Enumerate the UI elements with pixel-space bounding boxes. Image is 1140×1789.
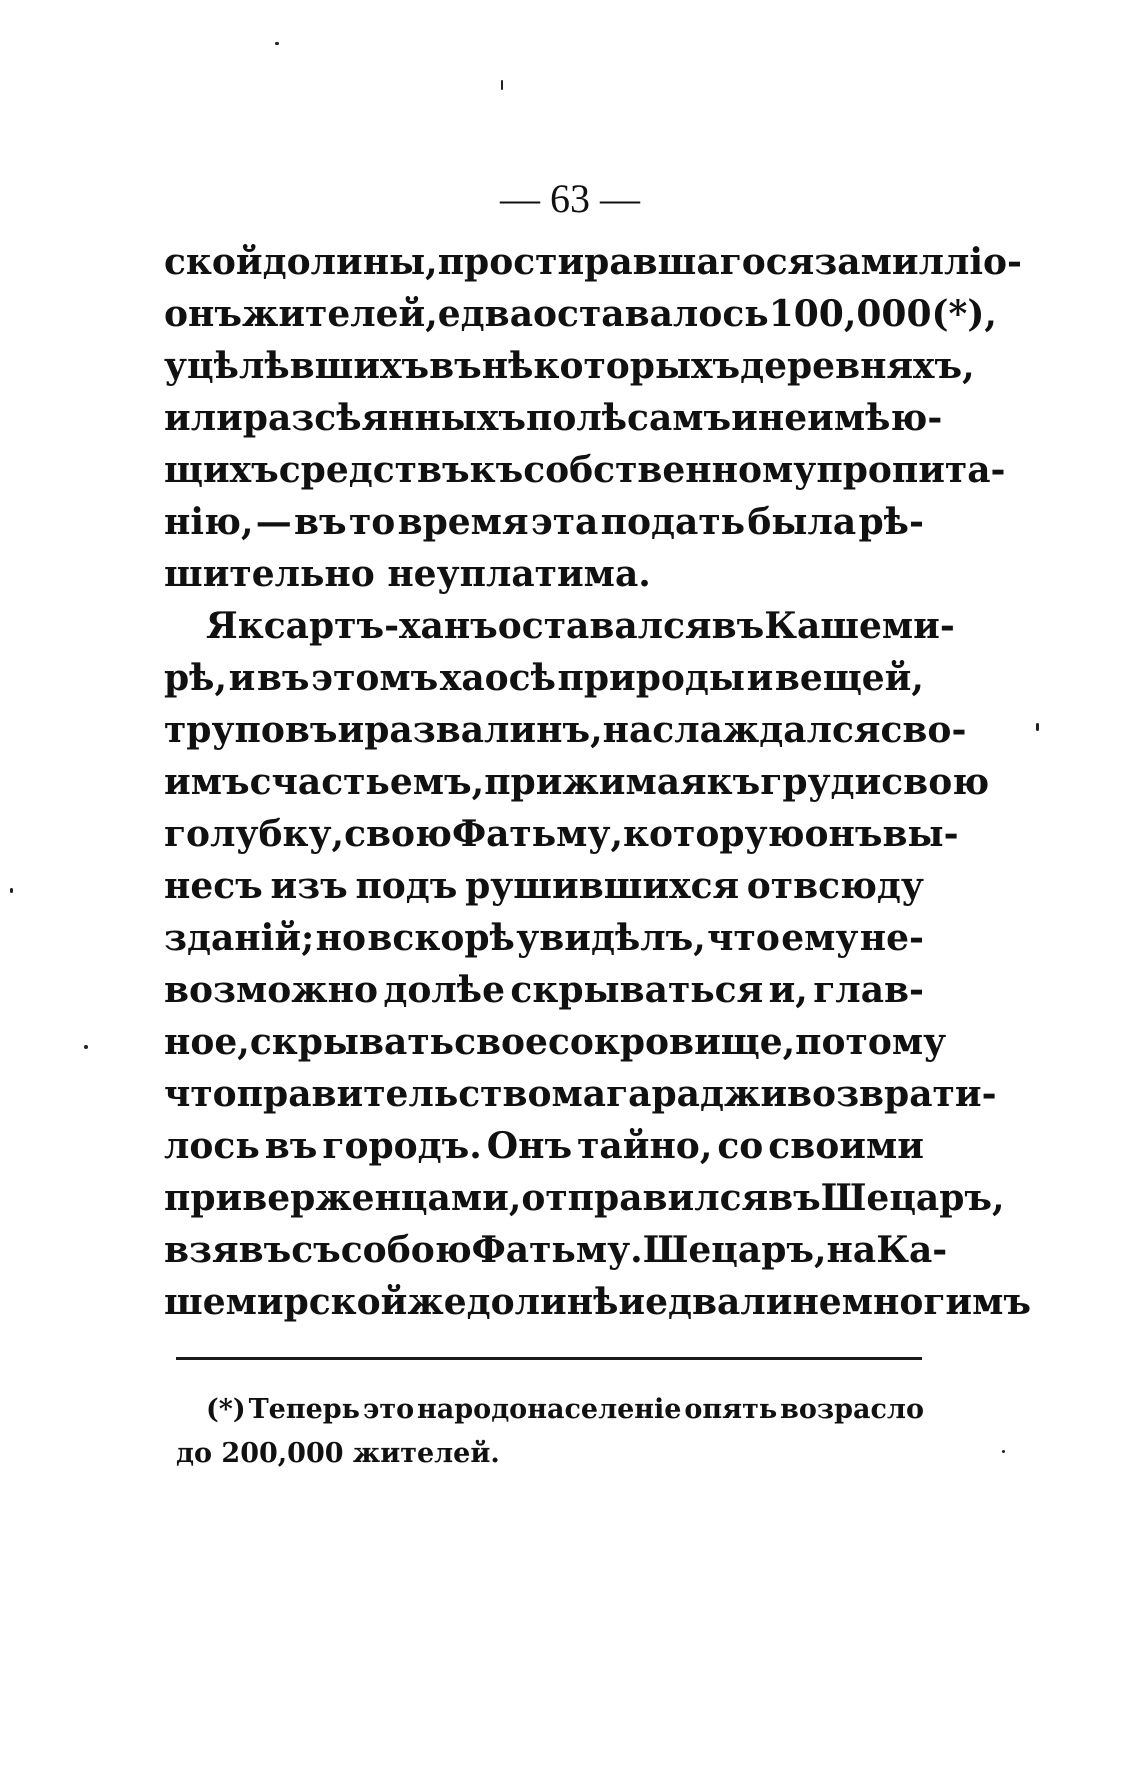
word: свое: [454, 1021, 548, 1063]
text-line: [164, 444, 1006, 496]
footnote-line: [176, 1388, 924, 1432]
text-line: [164, 652, 924, 704]
word: щихъ: [164, 449, 279, 491]
word: со: [717, 1125, 764, 1167]
footnote-divider: [176, 1357, 922, 1360]
word: Шецаръ,: [820, 1177, 1005, 1219]
word: развалинъ,: [364, 709, 603, 751]
word: въ: [256, 657, 310, 699]
word: милліо-: [860, 241, 1022, 283]
word: и: [618, 1281, 646, 1323]
word: не: [757, 397, 808, 439]
word: —: [255, 501, 292, 543]
word: и,: [768, 969, 808, 1011]
word: оставался: [497, 605, 712, 647]
text-line: [164, 860, 924, 912]
word: имъ: [164, 761, 250, 803]
scan-speck: [1002, 1450, 1005, 1453]
word: къ: [706, 761, 761, 803]
text-line: [164, 808, 959, 860]
word: лось: [164, 1125, 260, 1167]
word: скрываться: [510, 969, 764, 1011]
word: подать: [600, 501, 746, 543]
word: счастьемъ,: [249, 761, 485, 803]
word: за: [814, 241, 861, 283]
word: разсѣянныхъ: [242, 397, 526, 439]
word: тайно,: [577, 1125, 713, 1167]
word: онъ: [164, 293, 242, 335]
word: возрасло: [780, 1394, 924, 1425]
word: правительство: [236, 1073, 552, 1115]
word: и: [746, 657, 774, 699]
word: Кашеми-: [764, 605, 955, 647]
word: нію,: [164, 501, 254, 543]
word: Онъ: [486, 1125, 573, 1167]
word: Шецаръ,: [642, 1229, 827, 1271]
word: оставалось: [533, 293, 769, 335]
word: свою: [344, 813, 452, 855]
word: глав-: [813, 969, 924, 1011]
word: зданій;: [164, 917, 315, 959]
word: въ: [264, 1125, 318, 1167]
word: по: [525, 397, 577, 439]
word: приверженцами,: [164, 1177, 522, 1219]
word: вскорѣ: [367, 917, 515, 959]
text-line: [164, 1068, 997, 1120]
word: хаосѣ: [439, 657, 556, 699]
page-number: — 63 —: [500, 176, 640, 221]
word: на: [826, 1229, 877, 1271]
word: жителей,: [241, 293, 438, 335]
word: груди: [760, 761, 882, 803]
text-line: [164, 1224, 948, 1276]
word: это: [362, 1394, 415, 1425]
word: и: [228, 657, 256, 699]
text-line: [164, 704, 967, 756]
text-line: [164, 1120, 924, 1172]
word: деревняхъ,: [740, 345, 975, 387]
word: изъ: [270, 865, 348, 907]
scan-speck: [501, 80, 503, 90]
word: съ: [291, 1229, 341, 1271]
word: 100,000: [768, 293, 932, 335]
word: средствъ: [278, 449, 470, 491]
word: долины,: [262, 241, 438, 283]
text-line: шительно неуплатима.: [164, 553, 651, 595]
word: въ: [294, 501, 347, 543]
word: эта: [530, 501, 599, 543]
word: нѣкоторыхъ: [481, 345, 741, 387]
text-line: [164, 288, 997, 340]
word: этомъ: [311, 657, 439, 699]
word: лѣсамъ: [576, 397, 732, 439]
word: отправился: [521, 1177, 769, 1219]
word: свою: [881, 761, 990, 803]
word: народонаселеніе: [417, 1394, 682, 1425]
word: не-: [859, 917, 924, 959]
word: рѣ,: [164, 657, 228, 699]
word: голубку,: [164, 813, 345, 855]
text-line: [164, 1172, 1005, 1224]
word: отвсюду: [746, 865, 924, 907]
word: рушившихся: [465, 865, 740, 907]
word: въ: [429, 345, 482, 387]
word: опять: [684, 1394, 778, 1425]
word: время: [397, 501, 529, 543]
word: шемирской: [164, 1281, 408, 1323]
word: что: [707, 917, 780, 959]
word: собою: [340, 1229, 472, 1271]
word: собственному: [523, 449, 817, 491]
word: онъ: [804, 813, 883, 855]
word: же: [407, 1281, 467, 1323]
scan-speck: [1036, 723, 1039, 731]
word: Ка-: [876, 1229, 948, 1271]
word: рѣ-: [858, 501, 924, 543]
word: немногимъ: [792, 1281, 1031, 1323]
word: своими: [768, 1125, 924, 1167]
word: и: [337, 709, 365, 751]
word: природы: [557, 657, 746, 699]
word: ное,: [164, 1021, 250, 1063]
scan-speck: [84, 1045, 88, 1049]
text-line: [164, 1276, 1031, 1328]
word: скрывать: [249, 1021, 455, 1063]
word: долинѣ: [466, 1281, 619, 1323]
word: едва: [437, 293, 534, 335]
word: или: [164, 397, 243, 439]
word: возврати-: [787, 1073, 997, 1115]
word: (*): [206, 1394, 246, 1425]
word: взявъ: [164, 1229, 292, 1271]
word: имѣю-: [807, 397, 943, 439]
word: ской: [164, 241, 263, 283]
word: и: [731, 397, 758, 439]
word: труповъ: [164, 709, 338, 751]
word: что: [164, 1073, 237, 1115]
word: но: [315, 917, 367, 959]
word: сокровище,: [547, 1021, 796, 1063]
word: долѣе: [383, 969, 506, 1011]
text-line: [164, 496, 924, 548]
text-line: [164, 392, 943, 444]
text-line: [164, 236, 1022, 288]
word: подъ: [355, 865, 458, 907]
word: Фатьму.: [471, 1229, 643, 1271]
word: вещей,: [774, 657, 924, 699]
footnote-line: до 200,000 жителей.: [176, 1438, 500, 1469]
word: сво-: [880, 709, 967, 751]
word: едвали: [645, 1281, 793, 1323]
text-line: [164, 912, 924, 964]
word: возможно: [164, 969, 378, 1011]
word: уцѣлѣвшихъ: [164, 345, 430, 387]
word: прижимая: [484, 761, 707, 803]
text-line: [164, 756, 990, 808]
word: простиравшагося: [437, 241, 815, 283]
scan-speck: [10, 888, 13, 893]
word: то: [348, 501, 396, 543]
word: къ: [469, 449, 524, 491]
word: была: [747, 501, 857, 543]
word: пропита-: [816, 449, 1006, 491]
word: увидѣлъ,: [516, 917, 706, 959]
word: Яксартъ-ханъ: [206, 605, 498, 647]
word: магараджи: [551, 1073, 788, 1115]
text-line: [164, 1016, 947, 1068]
text-line: [164, 964, 924, 1016]
word: несъ: [164, 865, 263, 907]
word: Фатьму,: [451, 813, 624, 855]
text-line: [164, 600, 955, 652]
word: городъ.: [322, 1125, 482, 1167]
word: въ: [711, 605, 765, 647]
word: Теперь: [248, 1394, 361, 1425]
word: ему: [781, 917, 859, 959]
word: въ: [768, 1177, 821, 1219]
text-line: [164, 340, 975, 392]
word: потому: [795, 1021, 947, 1063]
main-text: [164, 236, 1031, 1328]
scan-speck: [275, 42, 279, 45]
footnote: [176, 1388, 924, 1476]
word: вы-: [882, 813, 959, 855]
word: которую: [623, 813, 805, 855]
word: наслаждался: [602, 709, 881, 751]
word: (*),: [931, 293, 997, 335]
